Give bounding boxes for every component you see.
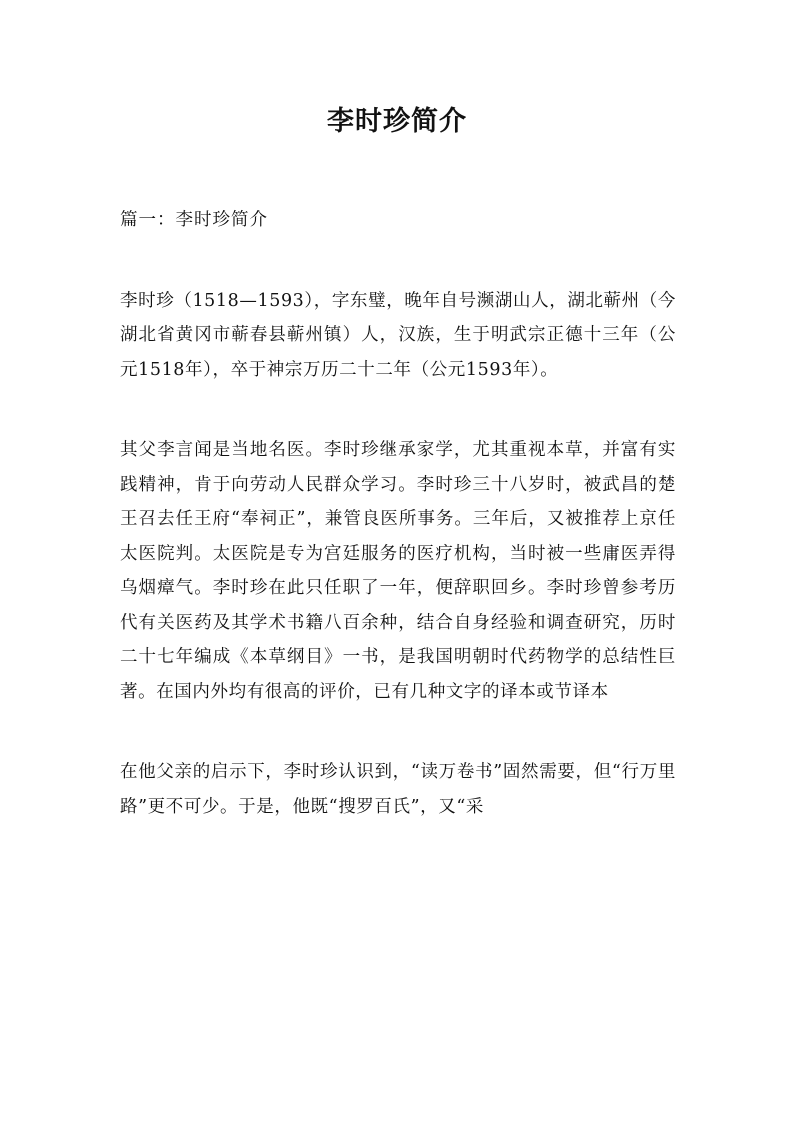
document-body bbox=[120, 203, 676, 824]
paragraph-biography: 李时珍（1518—1593），字东璧，晚年自号濒湖山人，湖北蕲州（今湖北省黄冈市蕲春县蕲州镇）人，汉族，生于明武宗正德十三年（公元1518年），卒于神宗万历二十二年（公元1593年）。 bbox=[120, 290, 676, 380]
paragraph-career: 其父李言闻是当地名医。李时珍继承家学，尤其重视本草，并富有实践精神，肯于向劳动人民群众学习。李时珍三十八岁时，被武昌的楚王召去任王府“奉祠正”，兼管良医所事务。三年后，又被推荐上京任太医院判。太医院是专为宫廷服务的医疗机构，当时被一些庸医弄得乌烟瘴气。李时珍在此只任职了一年，便辞职回乡。李时珍曾参考历代有关医药及其学术书籍八百余种，结合自身经验和调查研究，历时二十七年编成《本草纲目》一书，是我国明朝时代药物学的总结性巨著。在国内外均有很高的评价，已有几种文字的译本或节译本 bbox=[120, 440, 676, 702]
section-heading: 篇一：李时珍简介 bbox=[120, 210, 268, 230]
page-title: 李时珍简介 bbox=[327, 106, 467, 137]
paragraph-travel: 在他父亲的启示下，李时珍认识到，“读万卷书”固然需要，但“行万里路”更不可少。于是，他既“搜罗百氏”，又“采 bbox=[120, 762, 676, 817]
